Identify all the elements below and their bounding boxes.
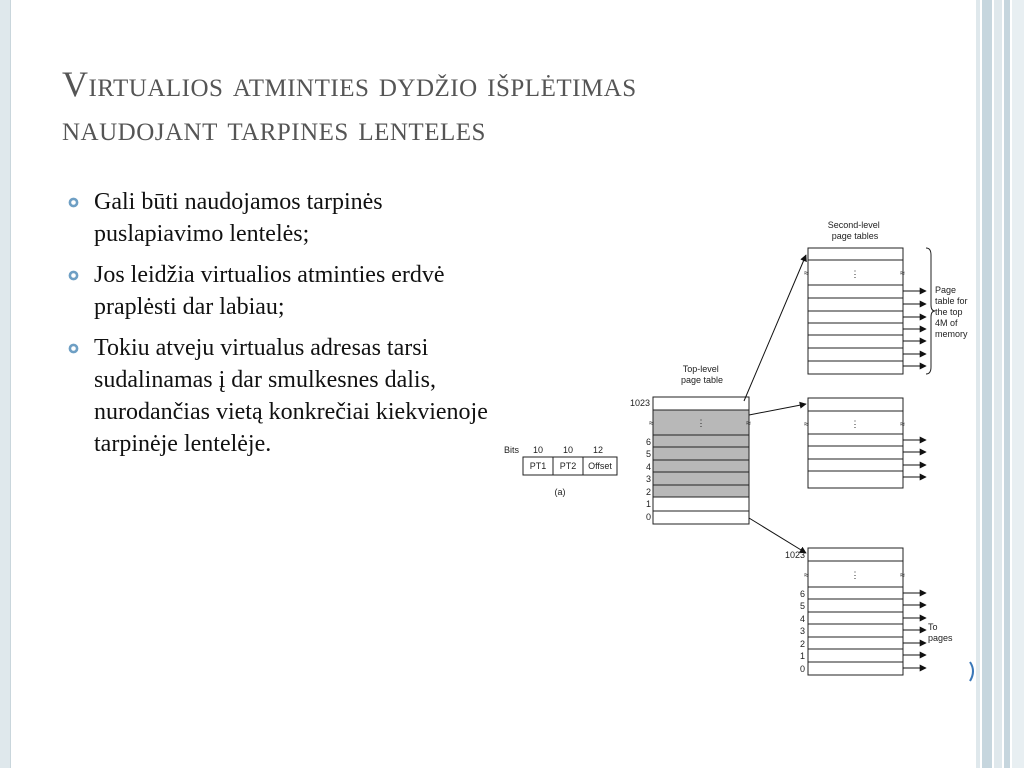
index-1023-top: 1023: [630, 398, 651, 408]
svg-text:0: 0: [799, 664, 805, 674]
svg-text:2: 2: [799, 639, 805, 649]
second-level-label: [828, 220, 883, 241]
svg-text:3: 3: [645, 474, 651, 484]
top-level-indices: [646, 437, 651, 522]
break-mark: ≈: [804, 268, 809, 278]
bullet-item: [68, 259, 508, 323]
bits-label: Bits: [504, 445, 520, 455]
arrows-middle-table: [903, 440, 926, 477]
svg-text:PT1: PT1: [529, 461, 547, 471]
break-mark: ≈: [746, 418, 751, 428]
dots-label: ⋮: [696, 418, 706, 428]
svg-text:4: 4: [645, 462, 651, 472]
bullet-list: [68, 186, 508, 469]
bullet-circle-icon: [68, 343, 79, 354]
bullet-item: [68, 186, 508, 250]
svg-text:Offset: Offset: [588, 461, 612, 471]
bottom-table-indices: [800, 589, 805, 674]
second-level-label-line: Second-level: [827, 220, 880, 230]
arrows-bottom-table: [903, 593, 926, 668]
break-mark: ≈: [804, 419, 809, 429]
break-mark: ≈: [900, 268, 905, 278]
slide-title: [62, 62, 962, 150]
page-table-diagram: [498, 215, 988, 715]
bullet-item: [68, 332, 508, 460]
svg-text:1: 1: [645, 499, 651, 509]
dots-label: ⋮: [850, 570, 860, 580]
break-mark: ≈: [900, 419, 905, 429]
bullet-text: Tokiu atveju virtualus adresas tarsi sudalinamas į dar smulkesnes dalis, nurodančias vietą konkrečiai kiekvienoje tarpinėje lentelėje.: [94, 335, 488, 457]
svg-text:2: 2: [645, 487, 651, 497]
break-mark: ≈: [900, 570, 905, 580]
svg-text:5: 5: [799, 601, 805, 611]
bullet-circle-icon: [68, 197, 79, 208]
second-level-table-top: [804, 248, 905, 374]
svg-text:6: 6: [799, 589, 805, 599]
top-level-connectors: [744, 255, 806, 553]
left-decor-stripe: [0, 0, 11, 768]
bits-value: 12: [592, 445, 604, 455]
svg-text:4: 4: [799, 614, 805, 624]
bullet-text: Gali būti naudojamos tarpinės puslapiavimo lentelės;: [94, 189, 383, 247]
bullet-text: Jos leidžia virtualios atminties erdvė praplėsti dar labiau;: [94, 262, 445, 320]
bits-value: 10: [562, 445, 574, 455]
svg-text:3: 3: [799, 626, 805, 636]
to-pages-label: To pages: [928, 622, 953, 643]
dots-label: ⋮: [850, 269, 860, 279]
diagram-caption: (a): [554, 487, 566, 497]
break-mark: ≈: [649, 418, 654, 428]
second-level-table-bottom: [804, 548, 905, 675]
svg-text:5: 5: [645, 449, 651, 459]
svg-text:1: 1: [799, 651, 805, 661]
second-level-label-line: page tables: [831, 231, 879, 241]
arrows-top-table: [903, 291, 926, 366]
edge-fragment: [970, 662, 973, 681]
svg-text:0: 0: [645, 512, 651, 522]
title-line-2: naudojant tarpines lenteles: [62, 108, 486, 148]
break-mark: ≈: [804, 570, 809, 580]
title-line-1: Virtualios atminties dydžio išplėtimas: [62, 64, 637, 104]
svg-text:6: 6: [645, 437, 651, 447]
dots-label: ⋮: [850, 419, 860, 429]
bits-value: 10: [532, 445, 544, 455]
second-level-table-middle: [804, 398, 905, 488]
index-1023-bottom: 1023: [785, 550, 806, 560]
bullet-circle-icon: [68, 270, 79, 281]
brace: [926, 248, 935, 374]
top-level-table: [649, 397, 751, 524]
top-level-label: Top-level page table: [680, 364, 724, 385]
address-fields: [523, 457, 617, 475]
page-table-note: Page table for the top 4M of memory: [935, 285, 968, 339]
svg-text:PT2: PT2: [559, 461, 577, 471]
